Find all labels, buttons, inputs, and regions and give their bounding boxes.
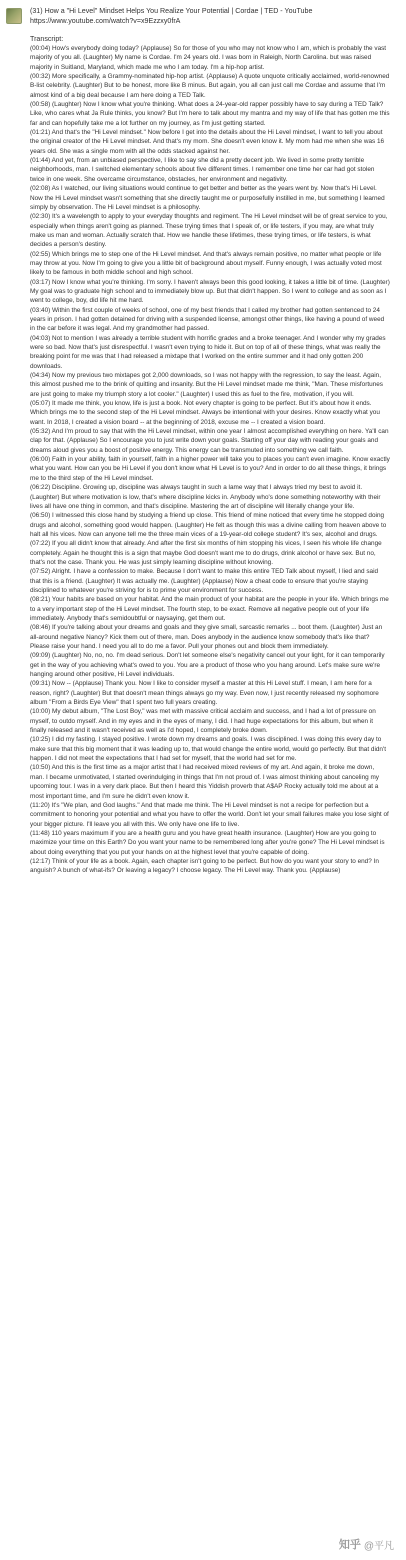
transcript-paragraph: (03:17) Now I know what you're thinking. I'm sorry. I haven't always been this good looking, it takes a little bit of time. (Laughter) My goal was to graduate high school and to immediately blow up. But that didn't happen. So I went to college and as soon as I went to college, boy, did life hit me hard. [30, 278, 390, 305]
transcript-paragraphs [30, 44, 390, 876]
transcript-paragraph: (00:58) (Laughter) Now I know what you're thinking. What does a 24-year-old rapper possibly have to say during a TED Talk? Like, who cares what Ja Rule thinks, you know? But I'm here to talk about my mantra and my way of life that has gotten me this far and can hopefully take me a lot further on my journey, as I'm just getting started. [30, 101, 390, 127]
transcript-paragraph: (06:00) Faith in your ability, faith in yourself, faith in a higher power will take you to places you can't even imagine. Know exactly what you want. How can you be Hi Level if you don't know what Hi Level is to you? And in order to do all these things, it brings me to the third step of the Hi Level mindset. [30, 456, 390, 482]
transcript-label: Transcript: [30, 35, 64, 43]
transcript-paragraph: (05:32) And I'm proud to say that with the Hi Level mindset, within one year I almost accomplished everything on here. Ya'll can clap for that. (Applause) So I encourage you to just write down your goals. Starting off your day with reading your goals and dreams aloud gives you a boost of positive energy. This energy can be transmuted into something we call faith. [30, 428, 389, 454]
header-text [30, 6, 396, 26]
transcript-paragraph: (10:25) I did my fasting. I stayed positive. I wrote down my dreams and goals. I was disciplined. I was doing this every day to make sure that this big moment that it was leading up to, that would change the entire world, would go perfectly. But that didn't happen. I did not meet the expectations that I had set for myself, that the world had set for me. [30, 736, 386, 763]
watermark [339, 1536, 394, 1552]
transcript-paragraph: (07:22) If you all didn't know that already. And after the first six months of him stopping his vices, I seen his whole life change completely. Again he thought this is a sign that maybe God doesn't want me to do drugs, drink alcohol or have sex. But no, that's not the case. Thank you. He was just simply learning discipline without knowing. [30, 540, 382, 566]
transcript-paragraph: (11:48) 110 years maximum if you are a health guru and you have great health insurance. (Laughter) How are you going to maximize your time on this Earth? Do you want your name to be remembered long after you're gone? The Hi Level mindset is about doing everything that you put your hands on at the highest level that you're capable of doing. [30, 829, 385, 856]
transcript-paragraph: (04:34) Now my previous two mixtapes got 2,000 downloads, so I was not happy with the regression, to say the least. Again, this almost pushed me to the brink of quitting and insanity. But the Hi Level mindset made me think, "Man. These misfortunes are just going to make my triumph story a lot cooler." (Laughter) I used this as fuel to the fire, motivation, if you will. [30, 372, 383, 398]
transcript-paragraph: (02:30) It's a wavelength to apply to your everyday thoughts and regiment. The Hi Level mindset will be of great service to you, especially when things aren't going as planned. These trying times that I speak of, or life testers, if you may, are what truly make us man and woman. Actually scratch that. How we handle these lifetimes, these trying times, or life testers, is what decides a person's destiny. [30, 213, 388, 249]
transcript-paragraph: (00:04) How's everybody doing today? (Applause) So for those of you who may not know who I am, which is probably the vast majority of you all. (Laughter) My name is Cordae. I'm 24 years old. I was born in Raleigh, North Carolina. but was raised majority in Suitland, Maryland, which made me who I am today. I'm a hip-hop artist. [30, 45, 387, 71]
transcript-paragraph: (09:09) (Laughter) No, no, no. I'm dead serious. Don't let someone else's negativity cancel out your light, for it can temporarily get in the way of you achieving what's owed to you. You are a product of those who you hang around. Let's make sure we're hanging around other positive, Hi Level individuals. [30, 652, 385, 679]
watermark-brand: 知乎 [338, 1539, 361, 1551]
transcript-paragraph: (02:55) Which brings me to step one of the Hi Level mindset. And that's always remain positive, no matter what people or life may throw at you. Now I'm going to give you a little bit of background about myself. Funny enough, I was actually voted most likely to be famous in both middle school and high school. [30, 250, 382, 277]
transcript-paragraph: (06:50) I witnessed this close hand by studying a friend up close. This friend of mine noticed that every time he stopped doing drugs and alcohol, something good would happen. (Laughter) He felt as though this was a divine calling from heaven above to halt all his vices. Now can anyone tell me the three main vices of a 19-year-old college student? It's sex, alcohol and drugs. [30, 512, 387, 538]
transcript-paragraph: (01:21) And that's the "Hi Level mindset." Now before I get into the details about the Hi Level mindset, I want to tell you about the original creator of the Hi Level mindset. And that's my mom. She doesn't even know it. My mom had me when she was 16 years old. She was a single mom with all the odds stacked against her. [30, 129, 385, 155]
transcript-paragraph: (10:00) My debut album, "The Lost Boy," was met with massive critical acclaim and success, and I had a lot of pressure on myself, to outdo myself. And in my eyes and in the eyes of many, I did. I had huge expectations for this album, but when it finally released and it wasn't received as well as I'd hoped, I completely broke down. [30, 708, 376, 735]
transcript-paragraph: (00:32) More specifically, a Grammy-nominated hip-hop artist. (Applause) A quote unquote critically acclaimed, world-renowned B-list celebrity. (Laughter) But to be honest, more like B minus. But again, you all can just call me Cordae and assume that I'm almost kind of a big deal because I am here doing a TED Talk. [30, 73, 390, 99]
transcript-paragraph: (05:07) It made me think, you know, life is just a book. Not every chapter is going to be perfect. But it's about how it ends. Which brings me to the second step of the Hi Level mindset. Always be intentional with your desires. Know exactly what you want. In 2018, I created a vision board -- at the beginning of 2018, excuse me -- I created a vision board. [30, 400, 380, 426]
transcript-paragraph: (01:44) And yet, from an unbiased perspective, I like to say she did a pretty decent job. We lived in some pretty terrible neighborhoods, man. I switched elementary schools about five different times. I remember one time her car had got stolen twice in one week. She overcame circumstance, obstacles, her environment and negativity. [30, 157, 375, 183]
transcript-paragraph: (10:50) And this is the first time as a major artist that I had received mixed reviews of my art. And again, it broke me down, man. I became unmotivated, I started overindulging in things that I'm not proud of. I was almost thinking about canceling my upcoming tour. I was in a very dark place. But then I heard this Yiddish proverb that A$AP Rocky actually told me about at a most important time, and I'm sure he didn't even know it. [30, 764, 379, 800]
video-title: (31) How a "Hi Level" Mindset Helps You Realize Your Potential | Cordae | TED - YouTube [30, 7, 313, 15]
transcript-paragraph: (03:40) Within the first couple of weeks of school, one of my best friends that I called my brother had gotten sentenced to 24 years in prison. I had gotten detained for driving with a suspended license, amongst other things, like having a pound of weed in the car before it was legal. And my grandmother had passed. [30, 306, 385, 333]
transcript-paragraph: (07:52) Alright. I have a confession to make. Because I don't want to make this entire TED Talk about myself, I lied and said that this is a friend. (Laughter) It was actually me. (Laughter) (Applause) Now a cheat code to ensure that you're staying disciplined to whatever you're striving for is to prime your environment for success. [30, 568, 379, 594]
video-thumbnail-icon [6, 8, 22, 24]
transcript-paragraph: (08:46) If you're talking about your dreams and goals and they give small, sarcastic remarks ... boot them. (Laughter) Just an all-around negative Nancy? Kick them out of there, man. Does anybody in the audience know somebody that's like that? Please raise your hand. I need you all to do me a favor. Pull your phones out and block them immediately. [30, 624, 383, 650]
watermark-handle: @平凡 [363, 1540, 394, 1552]
transcript-paragraph: (04:03) Not to mention I was already a terrible student with horrific grades and a broke teenager. And I wonder why my grades were so bad. Now that's just disrespectful. I wasn't even trying to hide it. But on top of all of these things, what was really the breaking point for me was that I had released a mixtape that I worked on the entire summer and it had only gotten 200 downloads. [30, 334, 386, 370]
transcript-paragraph: (11:20) It's "We plan, and God laughs." And that made me think. The Hi Level mindset is not a recipe for perfection but a commitment to honoring your potential and what you have to offer the world. Don't let your small failures make you lose sight of your bigger picture. I'll leave you all with this. We only have one life to live. [30, 801, 389, 828]
transcript-body [6, 34, 396, 876]
document-header [6, 6, 396, 26]
transcript-paragraph: (02:08) As I watched, our living situations would continue to get better and better as the years went by. Now that's Hi Level. Now the Hi Level mindset wasn't something that she directly taught me or purposefully instilled in me, but something I learned simply by observation. The Hi Level mindset is a philosophy. [30, 185, 385, 211]
transcript-paragraph: (12:17) Think of your life as a book. Again, each chapter isn't going to be perfect. But how do you want your story to end? In anguish? A bunch of what-ifs? Or leaving a legacy? I choose legacy. The Hi Level way. Thank you. (Applause) [30, 857, 379, 875]
video-url[interactable]: https://www.youtube.com/watch?v=x9Ezzxy0frA [30, 17, 181, 25]
transcript-paragraph: (06:22) Discipline. Growing up, discipline was always taught in such a lame way that I always tried my best to avoid it. (Laughter) But where motivation is low, that's where discipline kicks in. Anybody who's done something noteworthy with their lives all have one thing in common, and that's discipline. Mastering the art of discipline will literally change your life. [30, 484, 381, 510]
transcript-paragraph: (09:31) Now -- (Applause) Thank you. Now I like to consider myself a master at this Hi Level stuff. I mean, I am here for a reason, right? (Laughter) But that doesn't mean things always go my way. Even now, I just recently released my sophomore album "From a Birds Eye View" that I spent two full years creating. [30, 680, 379, 707]
transcript-paragraph: (08:21) Your habits are based on your habitat. And the main product of your habitat are the people in your life. Which brings me to a very important step of the Hi Level mindset. The fourth step, to be exact. Remove all negative people out of your life immediately. Anybody that's semidoubtful or naysaying, get them out. [30, 596, 389, 622]
